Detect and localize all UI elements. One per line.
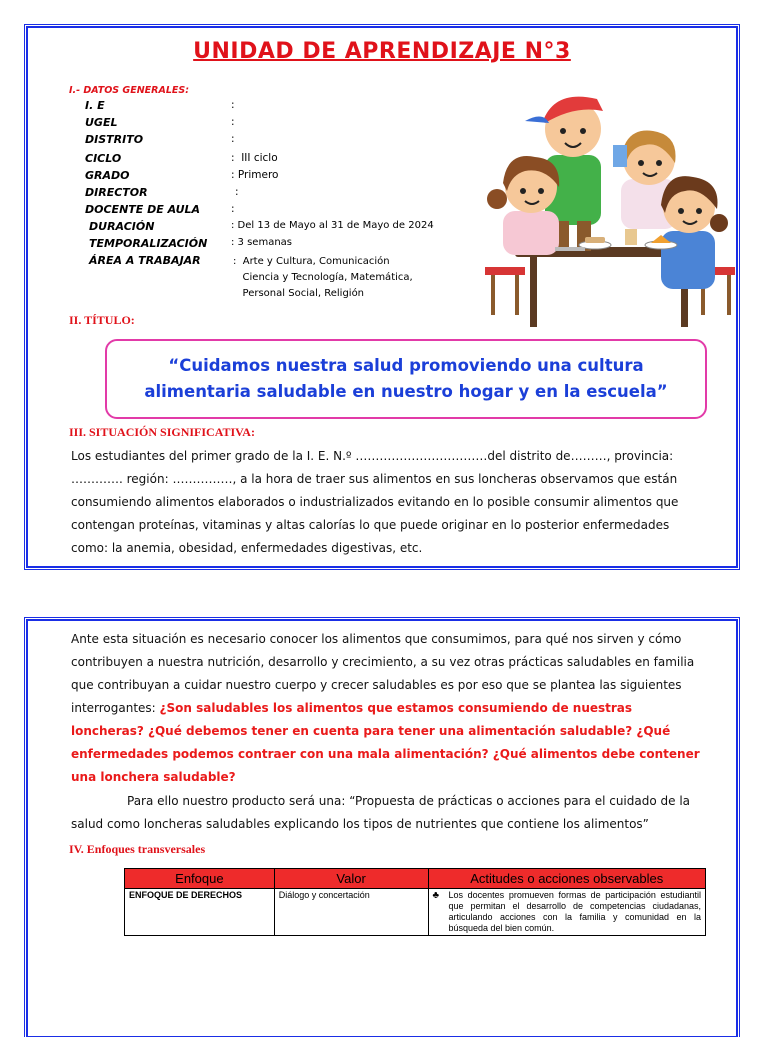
intro-text: Ante esta situación es necesario conocer los alimentos que consumimos, para qué nos sirven y cómo contribuyen a nuestra nutrición, desarrollo y crecimiento, a su vez otras prácticas saludables en familia que contribuyan a cuidar nuestro cuerpo y crecer saludables es por eso que se plantea las siguientes interrogantes:	[71, 632, 695, 715]
page-2	[24, 617, 740, 1037]
label: DIRECTOR	[85, 186, 148, 199]
label: CICLO	[85, 152, 122, 165]
cell-valor: Diálogo y concertación	[274, 889, 428, 936]
datos-generales	[85, 99, 465, 306]
row-grado	[85, 169, 465, 186]
section-3-heading: III. SITUACIÓN SIGNIFICATIVA:	[69, 425, 255, 439]
value: :	[231, 99, 235, 111]
label: GRADO	[85, 169, 130, 182]
value: :	[235, 186, 239, 198]
value: : 3 semanas	[231, 237, 292, 248]
value: :	[231, 203, 235, 215]
label: DISTRITO	[85, 133, 144, 146]
area-line: Ciencia y Tecnología, Matemática,	[233, 272, 413, 283]
row-docente	[85, 203, 465, 220]
header-valor: Valor	[274, 869, 428, 889]
title-box	[105, 339, 707, 419]
section-1-heading: I.- DATOS GENERALES:	[69, 85, 190, 96]
enfoques-table	[124, 868, 706, 936]
section-4-heading: IV. Enfoques transversales	[69, 842, 206, 856]
table-row	[125, 889, 706, 936]
header-enfoque: Enfoque	[125, 869, 275, 889]
label: DOCENTE DE AULA	[85, 203, 201, 216]
row-temporalizacion	[85, 237, 465, 254]
label: UGEL	[85, 116, 118, 129]
label: DURACIÓN	[89, 220, 155, 233]
header-actitudes: Actitudes o acciones observables	[428, 869, 706, 889]
area-line: : Arte y Cultura, Comunicación	[233, 256, 390, 267]
club-bullet-icon: ♣	[432, 890, 440, 901]
value: :	[231, 116, 235, 128]
cell-enfoque: ENFOQUE DE DERECHOS	[125, 889, 275, 936]
children-eating-at-table-illustration	[485, 71, 735, 341]
interrogantes-paragraph	[71, 628, 703, 789]
value: : Del 13 de Mayo al 31 de Mayo de 2024	[231, 220, 434, 231]
cell-actitud	[428, 889, 706, 936]
value: :	[231, 133, 235, 145]
area-line: Personal Social, Religión	[233, 288, 365, 299]
label: ÁREA A TRABAJAR	[89, 254, 201, 267]
situacion-paragraph: Los estudiantes del primer grado de la I. E. N.º ……………………………del distrito de………, provincia: …………. región: ……………, a la hora de traer sus alimentos en sus loncheras observamos que están consumiendo alimentos elaborados o industrializados evitando en lo posible consumir alimentos que contengan proteínas, vitaminas y altas calorías lo que puede originar en lo posterior enfermedades como: la anemia, obesidad, enfermedades digestivas, etc.	[71, 449, 679, 555]
value	[233, 254, 413, 302]
value: : Primero	[231, 169, 279, 181]
document-title: UNIDAD DE APRENDIZAJE N°3	[193, 39, 571, 64]
product-paragraph: Para ello nuestro producto será una: “Propuesta de prácticas o acciones para el cuidado de la salud como loncheras saludables explicando los tipos de nutrientes que contiene los alimentos”	[71, 794, 691, 831]
row-ciclo	[85, 152, 465, 169]
actitud-text: Los docentes promueven formas de participación estudiantil que permitan el desarrollo de competencias ciudadanas, articulando acciones con la familia y comunidad en la búsqueda del bien común.	[448, 890, 701, 933]
value: : III ciclo	[231, 152, 278, 164]
row-duracion	[85, 220, 465, 237]
questions-text: ¿Son saludables los alimentos que estamos consumiendo de nuestras loncheras? ¿Qué debemos tener en cuenta para tener una alimentación saludable? ¿Qué enfermedades podemos contraer con una mala alimentación? ¿Qué alimentos debe contener una lonchera saludable?	[71, 701, 700, 784]
page-1	[24, 24, 740, 570]
unit-title-text: “Cuidamos nuestra salud promoviendo una cultura alimentaria saludable en nuestro hogar y en la escuela”	[144, 356, 668, 401]
row-distrito	[85, 133, 465, 150]
row-ie	[85, 99, 465, 116]
section-2-heading: II. TÍTULO:	[69, 313, 135, 327]
label: I. E	[85, 99, 105, 112]
label: TEMPORALIZACIÓN	[89, 237, 208, 250]
row-ugel	[85, 116, 465, 133]
row-director	[85, 186, 465, 203]
row-area	[85, 254, 465, 306]
